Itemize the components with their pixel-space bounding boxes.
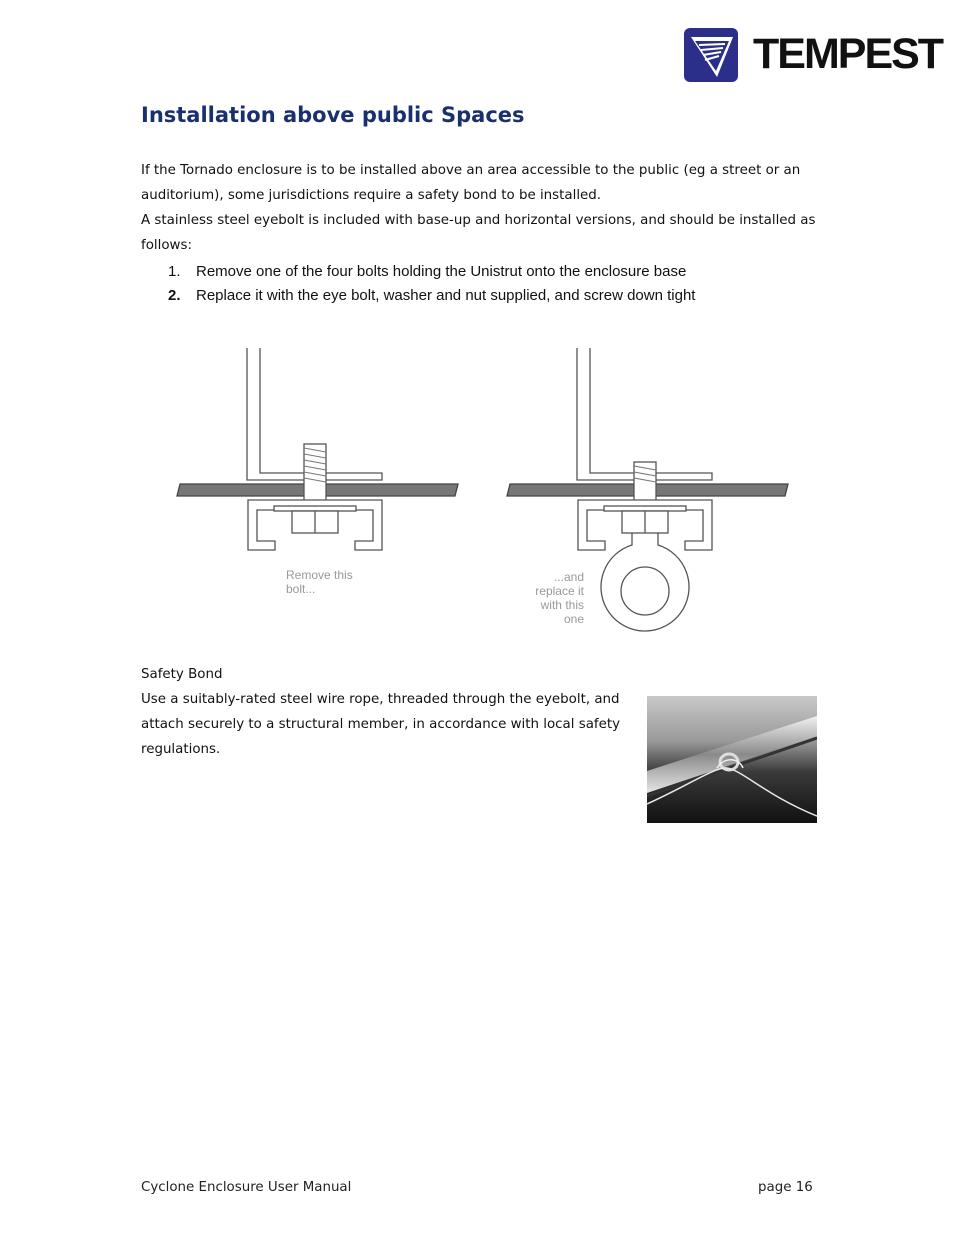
remove-bolt-label [286,568,353,596]
page-title: Installation above public Spaces [141,103,525,127]
footer-manual-title: Cyclone Enclosure User Manual [141,1180,352,1195]
label-line: one [563,612,584,626]
label-line: Remove this [286,568,353,582]
safety-bond-text: Use a suitably-rated steel wire rope, threaded through the eyebolt, and attach securely to a structural member, in accordance with local safety regulations. [141,692,621,757]
step-item [168,284,695,308]
tempest-logo [683,27,943,85]
eyebolt-diagram [170,340,800,654]
safety-bond-heading: Safety Bond [141,667,223,682]
brand-name: TEMPEST [753,30,943,78]
step-text: Remove one of the four bolts holding the Unistrut onto the enclosure base [196,263,687,280]
step-number: 2. [168,287,181,304]
label-line: bolt... [286,582,316,596]
intro-paragraph-1: If the Tornado enclosure is to be installed above an area accessible to the public (eg a street or an auditorium), some jurisdictions require a safety bond to be installed. [141,163,801,203]
tempest-logo-icon [683,27,741,85]
label-line: replace it [535,584,584,598]
step-text: Replace it with the eye bolt, washer and nut supplied, and screw down tight [196,287,696,304]
intro-paragraph-2: A stainless steel eyebolt is included with base-up and horizontal versions, and should be installed as follows: [141,213,816,253]
step-number: 1. [168,263,181,280]
install-steps [168,260,695,308]
label-line: with this [540,598,584,612]
replace-bolt-label [520,570,584,626]
safety-bond-photo [647,696,817,823]
footer-page-number: page 16 [758,1180,813,1195]
label-line: ...and [553,570,584,584]
eyebolt-diagram-drawing [170,340,800,650]
step-item [168,260,695,284]
